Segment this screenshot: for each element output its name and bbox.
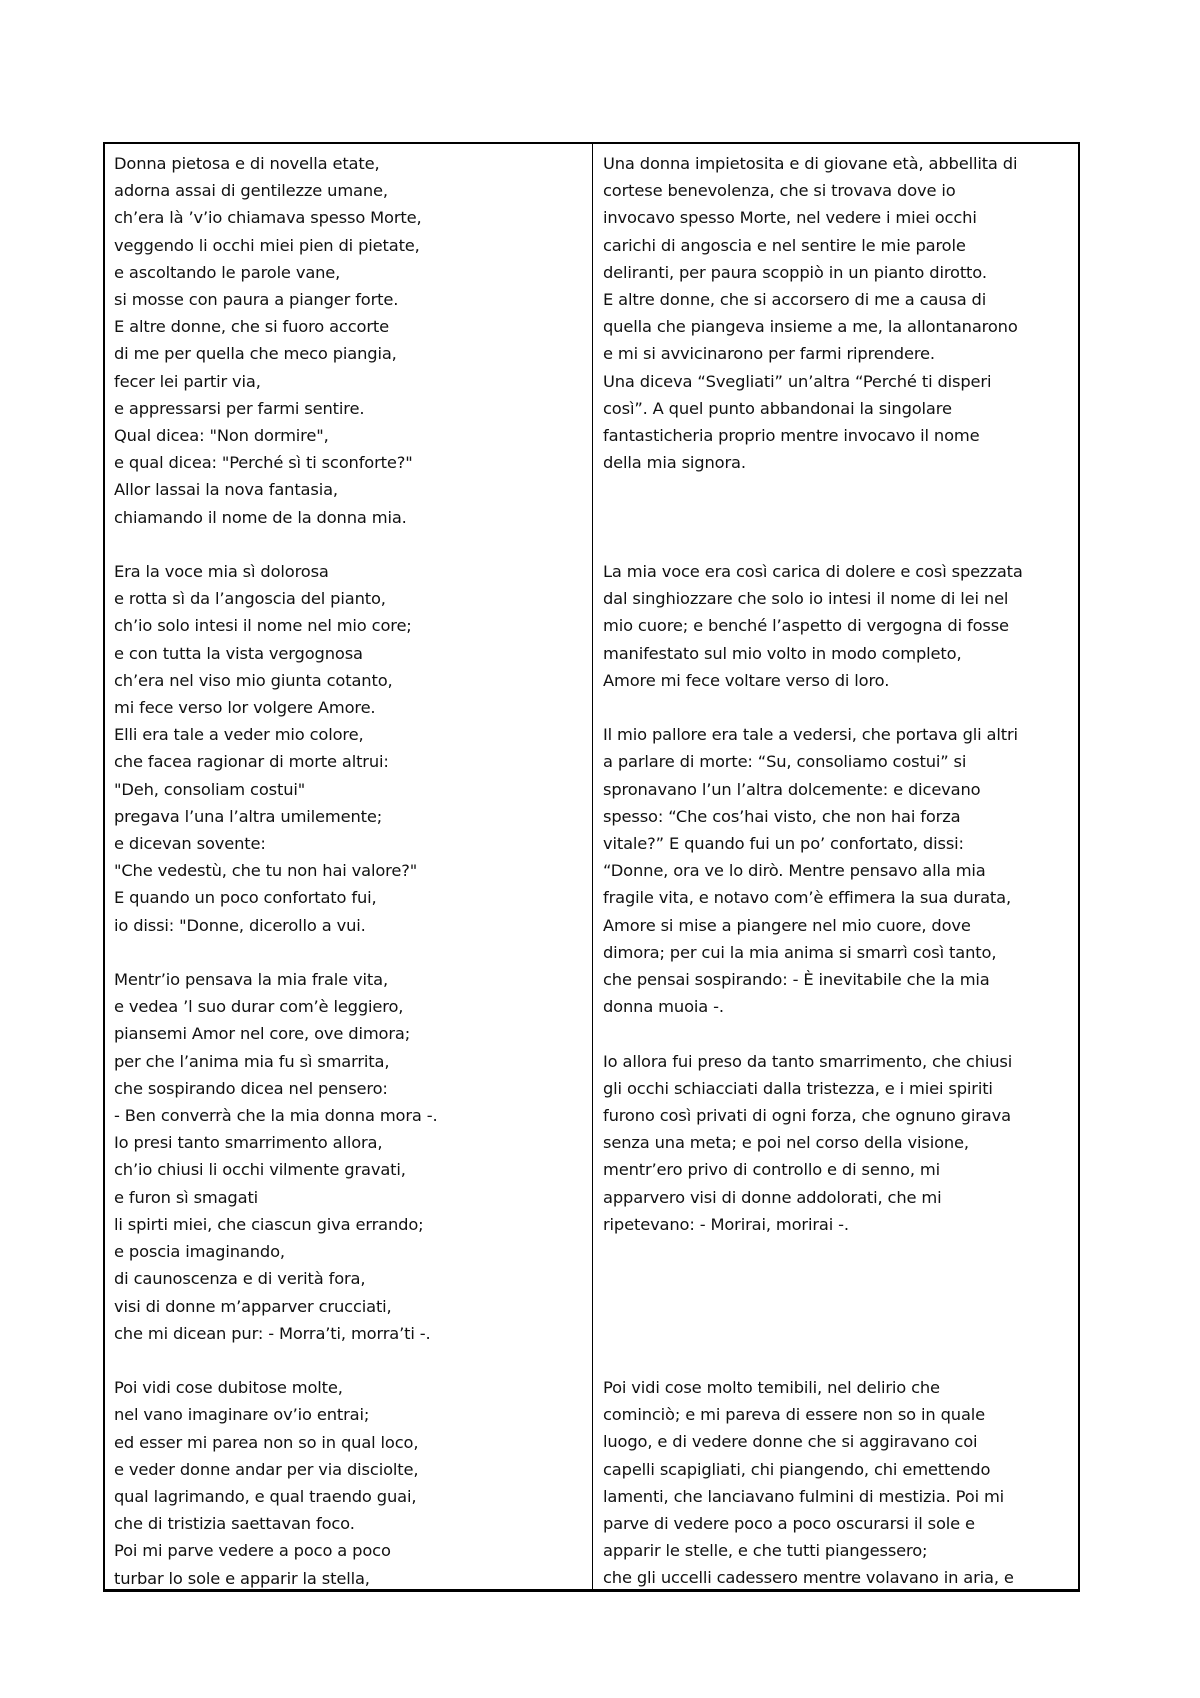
poem-line: qual lagrimando, e qual traendo guai, (114, 1486, 417, 1506)
paraphrase-line: deliranti, per paura scoppiò in un pianto dirotto. (603, 262, 987, 282)
poem-line: Io presi tanto smarrimento allora, (114, 1133, 383, 1153)
comparison-table (103, 142, 1080, 1592)
paraphrase-line: spronavano l’un l’altra dolcemente: e dicevano (603, 779, 981, 799)
paraphrase-line: Il mio pallore era tale a vedersi, che portava gli altri (603, 725, 1018, 745)
poem-line: fecer lei partir via, (114, 371, 261, 391)
paraphrase-line: “Donne, ora ve lo dirò. Mentre pensavo alla mia (603, 861, 986, 881)
poem-line: e qual dicea: "Perché sì ti sconforte?" (114, 453, 413, 473)
poem-line: nel vano imaginare ov’io entrai; (114, 1405, 370, 1425)
paraphrase-line: senza una meta; e poi nel corso della visione, (603, 1133, 969, 1153)
paraphrase-line: che gli uccelli cadessero mentre volavano in aria, e (603, 1568, 1014, 1588)
poem-line: e dicevan sovente: (114, 834, 266, 854)
paraphrase-line: luogo, e di vedere donne che si aggiravano coi (603, 1432, 978, 1452)
paraphrase-line: Una diceva “Svegliati” un’altra “Perché ti disperi (603, 371, 992, 391)
paraphrase-line: Poi vidi cose molto temibili, nel delirio che (603, 1377, 940, 1397)
poem-line: Mentr’io pensava la mia frale vita, (114, 970, 388, 990)
poem-line: E altre donne, che si fuoro accorte (114, 317, 389, 337)
poem-line: e vedea ’l suo durar com’è leggiero, (114, 997, 404, 1017)
paraphrase-line: mio cuore; e benché l’aspetto di vergogna di fosse (603, 616, 1009, 636)
poem-line: che sospirando dicea nel pensero: (114, 1078, 388, 1098)
paraphrase-line: carichi di angoscia e nel sentire le mie parole (603, 235, 966, 255)
paraphrase-line: dimora; per cui la mia anima si smarrì così tanto, (603, 942, 997, 962)
poem-line: e ascoltando le parole vane, (114, 262, 341, 282)
poem-line: e rotta sì da l’angoscia del pianto, (114, 589, 386, 609)
paraphrase-line: e mi si avvicinarono per farmi riprendere. (603, 344, 935, 364)
poem-line: piansemi Amor nel core, ove dimora; (114, 1024, 411, 1044)
poem-line: veggendo li occhi miei pien di pietate, (114, 235, 420, 255)
paraphrase-line: Amore mi fece voltare verso di loro. (603, 670, 890, 690)
paraphrase-line: Io allora fui preso da tanto smarrimento, che chiusi (603, 1051, 1013, 1071)
paraphrase-line: della mia signora. (603, 453, 746, 473)
paraphrase-line: che pensai sospirando: - È inevitabile che la mia (603, 970, 990, 990)
blank-line (603, 1238, 1070, 1265)
paraphrase-line: apparir le stelle, e che tutti piangessero; (603, 1541, 928, 1561)
blank-line (114, 1347, 584, 1374)
poem-line: pregava l’una l’altra umilemente; (114, 806, 383, 826)
poem-line: ed esser mi parea non so in qual loco, (114, 1432, 419, 1452)
poem-line: Qual dicea: "Non dormire", (114, 426, 329, 446)
paraphrase-line: gli occhi schiacciati dalla tristezza, e i miei spiriti (603, 1078, 993, 1098)
paraphrase-line: fragile vita, e notavo com’è effimera la sua durata, (603, 888, 1012, 908)
poem-line: Poi mi parve vedere a poco a poco (114, 1541, 391, 1561)
poem-line: per che l’anima mia fu sì smarrita, (114, 1051, 390, 1071)
paraphrase-line: invocavo spesso Morte, nel vedere i miei occhi (603, 208, 977, 228)
poem-line: "Che vedestù, che tu non hai valore?" (114, 861, 418, 881)
poem-line: e veder donne andar per via disciolte, (114, 1459, 419, 1479)
paraphrase-line: La mia voce era così carica di dolere e così spezzata (603, 562, 1023, 581)
poem-line: turbar lo sole e apparir la stella, (114, 1568, 370, 1588)
paraphrase-line: dal singhiozzare che solo io intesi il nome di lei nel (603, 589, 1009, 609)
poem-line: Elli era tale a veder mio colore, (114, 725, 364, 745)
poem-line: adorna assai di gentilezze umane, (114, 181, 388, 201)
poem-line: chiamando il nome de la donna mia. (114, 507, 407, 527)
poem-line: li spirti miei, che ciascun giva errando; (114, 1214, 424, 1234)
blank-line (603, 1292, 1070, 1319)
poem-line: Poi vidi cose dubitose molte, (114, 1378, 343, 1398)
paraphrase-line: Una donna impietosita e di giovane età, abbellita di (603, 154, 1018, 173)
blank-line (603, 1020, 1070, 1047)
poem-line: che di tristizia saettavan foco. (114, 1514, 355, 1534)
poem-line: mi fece verso lor volgere Amore. (114, 698, 376, 718)
paraphrase-line: vitale?” E quando fui un po’ confortato, dissi: (603, 834, 964, 854)
paraphrase-line: parve di vedere poco a poco oscurarsi il sole e (603, 1514, 975, 1533)
blank-line (114, 531, 584, 558)
paraphrase-line: manifestato sul mio volto in modo completo, (603, 643, 962, 663)
paraphrase-column (593, 144, 1078, 1589)
poem-line: ch’era là ’v’io chiamava spesso Morte, (114, 208, 422, 228)
poem-line: che facea ragionar di morte altrui: (114, 752, 389, 772)
poem-line: Era la voce mia sì dolorosa (114, 562, 329, 582)
poem-line: ch’io chiusi li occhi vilmente gravati, (114, 1160, 406, 1180)
paraphrase-line: Amore si mise a piangere nel mio cuore, dove (603, 915, 971, 935)
paraphrase-line: quella che piangeva insieme a me, la allontanarono (603, 317, 1018, 337)
poem-line: ch’era nel viso mio giunta cotanto, (114, 670, 393, 690)
poem-line: io dissi: "Donne, dicerollo a vui. (114, 915, 366, 935)
blank-line (114, 939, 584, 966)
poem-line: Donna pietosa e di novella etate, (114, 154, 380, 173)
paraphrase-line: così”. A quel punto abbandonai la singolare (603, 398, 952, 418)
blank-line (603, 531, 1070, 558)
paraphrase-line: fantasticheria proprio mentre invocavo il nome (603, 426, 980, 446)
paraphrase-line: cortese benevolenza, che si trovava dove io (603, 181, 956, 201)
blank-line (603, 694, 1070, 721)
poem-line: e poscia imaginando, (114, 1242, 285, 1262)
paraphrase-line: a parlare di morte: “Su, consoliamo costui” si (603, 752, 967, 772)
paraphrase-line: E altre donne, che si accorsero di me a causa di (603, 290, 987, 310)
poem-line: "Deh, consoliam costui" (114, 779, 306, 799)
poem-line: E quando un poco confortato fui, (114, 888, 377, 908)
poem-line: di me per quella che meco piangia, (114, 344, 397, 364)
poem-line: e appressarsi per farmi sentire. (114, 398, 365, 418)
poem-line: - Ben converrà che la mia donna mora -. (114, 1106, 438, 1126)
poem-line: e furon sì smagati (114, 1187, 259, 1207)
paraphrase-line: cominciò; e mi pareva di essere non so in quale (603, 1405, 986, 1425)
poem-line: e con tutta la vista vergognosa (114, 643, 363, 663)
blank-line (603, 1265, 1070, 1292)
paraphrase-line: lamenti, che lanciavano fulmini di mestizia. Poi mi (603, 1486, 1005, 1506)
poem-line: visi di donne m’apparver crucciati, (114, 1296, 392, 1316)
paraphrase-line: donna muoia -. (603, 997, 724, 1017)
poem-line: ch’io solo intesi il nome nel mio core; (114, 616, 412, 636)
blank-line (603, 1347, 1070, 1374)
paraphrase-line: apparvero visi di donne addolorati, che mi (603, 1187, 942, 1207)
poem-line: Allor lassai la nova fantasia, (114, 480, 338, 500)
poem-line: di caunoscenza e di verità fora, (114, 1269, 366, 1289)
paraphrase-line: furono così privati di ogni forza, che ognuno girava (603, 1106, 1011, 1126)
paraphrase-line: mentr’ero privo di controllo e di senno, mi (603, 1160, 940, 1180)
poem-line: che mi dicean pur: - Morra’ti, morra’ti -. (114, 1323, 431, 1343)
paraphrase-line: spesso: “Che cos’hai visto, che non hai forza (603, 806, 961, 826)
poem-line: si mosse con paura a pianger forte. (114, 290, 399, 310)
original-poem-column (105, 144, 593, 1589)
blank-line (603, 1320, 1070, 1347)
blank-line (603, 504, 1070, 531)
blank-line (603, 476, 1070, 503)
paraphrase-line: capelli scapigliati, chi piangendo, chi emettendo (603, 1459, 991, 1479)
paraphrase-line: ripetevano: - Morirai, morirai -. (603, 1214, 849, 1234)
